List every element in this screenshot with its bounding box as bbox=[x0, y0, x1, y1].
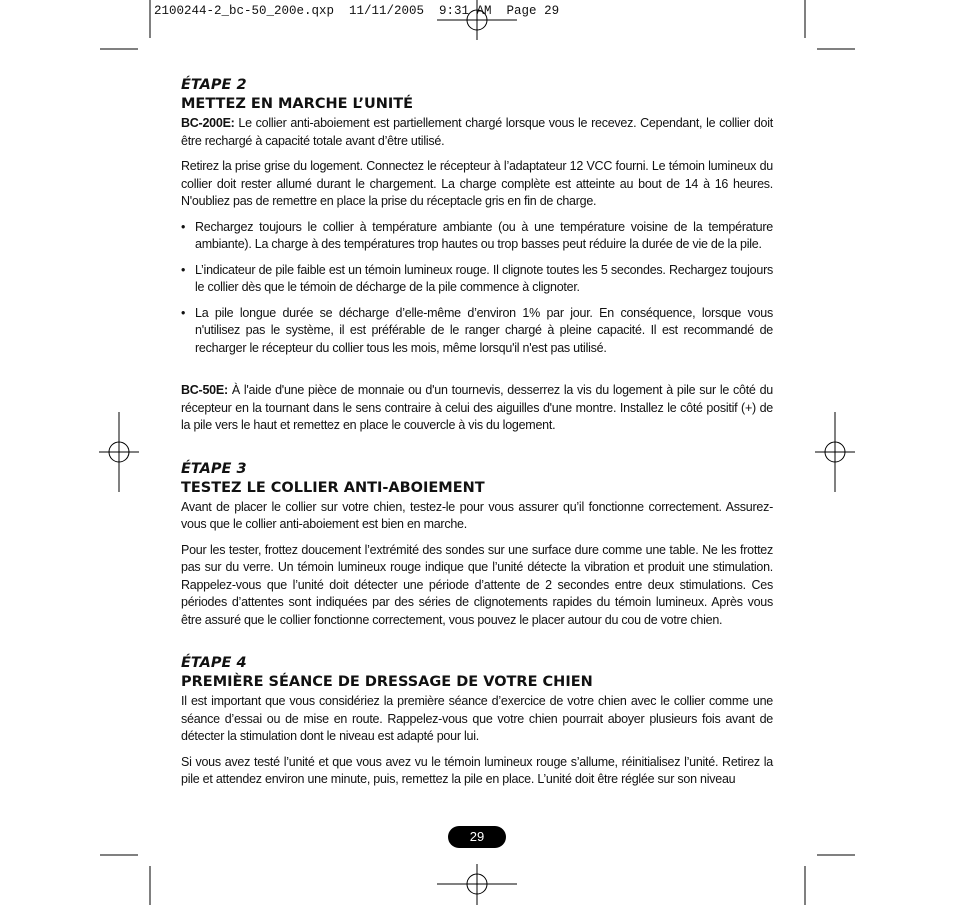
step-4-title: PREMIÈRE SÉANCE DE DRESSAGE DE VOTRE CHIEN bbox=[181, 674, 593, 690]
step-2-paragraph-3 bbox=[181, 382, 773, 435]
step-2-title: METTEZ EN MARCHE L’UNITÉ bbox=[181, 96, 414, 112]
step-2-paragraph-1-text: Le collier anti-aboiement est partiellement chargé lorsque vous le recevez. Cependant, le collier doit être rechargé à capacité totale avant d’être utilisé. bbox=[181, 116, 773, 148]
step-3-paragraph-2: Pour les tester, frottez doucement l’extrémité des sondes sur une surface dure comme une table. Ne les frottez pas sur du verre. Un témoin lumineux rouge indique que l’unité détecte la vibration et produit une stimulation. Rappelez-vous que l’unité doit détecter une période d’attente de 2 secondes entre deux stimulations. Ces périodes d’attentes sont indiquées par des séries de clignotements rapides du témoin lumineux. Après vous être assuré que le collier fonctionne correctement, vous pouvez le placer autour du cou de votre chien. bbox=[181, 542, 773, 627]
list-item bbox=[181, 219, 773, 254]
charging-tips-list bbox=[181, 219, 773, 358]
step-4-paragraph-2: Si vous avez testé l’unité et que vous avez vu le témoin lumineux rouge s’allume, réinitialisez l’unité. Retirez la pile et attendez environ une minute, puis, remettez la pile en place. L’unité doit être réglée sur son niveau bbox=[181, 754, 773, 786]
model-bc200e-label: BC-200E: bbox=[181, 116, 235, 130]
step-3-section bbox=[181, 461, 773, 630]
bullet-icon: • bbox=[181, 262, 186, 277]
bullet-icon: • bbox=[181, 219, 186, 234]
list-item-text: Rechargez toujours le collier à température ambiante (ou à une température voisine de la température ambiante). La charge à des températures trop hautes ou trop basses peut réduire la durée de vie de la pile. bbox=[195, 219, 773, 251]
step-2-paragraph-1 bbox=[181, 115, 773, 150]
bullet-icon: • bbox=[181, 305, 186, 320]
step-3-paragraph-1: Avant de placer le collier sur votre chien, testez-le pour vous assurer qu’il fonctionne correctement. Assurez-vous que le collier anti-aboiement est bien en marche. bbox=[181, 499, 773, 531]
step-2-paragraph-2: Retirez la prise grise du logement. Connectez le récepteur à l’adaptateur 12 VCC fourni. Le témoin lumineux du collier doit rester allumé durant le chargement. La charge complète est atteinte au bout de 14 à 16 heures. N'oubliez pas de remettre en place la prise du réceptacle gris en fin de charge. bbox=[181, 159, 773, 208]
registration-mark-bottom bbox=[437, 864, 517, 905]
print-slug: 2100244-2_bc-50_200e.qxp 11/11/2005 9:31 AM Page 29 bbox=[154, 4, 560, 18]
page-content bbox=[181, 77, 773, 797]
step-4-label: ÉTAPE 4 bbox=[181, 655, 247, 671]
step-2-paragraph-3-text: À l'aide d'une pièce de monnaie ou d'un tournevis, desserrez la vis du logement à pile sur le côté du récepteur en la tournant dans le sens contraire à celui des aiguilles d'une montre. Installez le côté positif (+) de la pile vers le haut et remettez en place le couvercle à vis du logement. bbox=[181, 383, 773, 432]
step-3-label: ÉTAPE 3 bbox=[181, 460, 247, 477]
page-number-badge: 29 bbox=[448, 826, 506, 848]
step-4-section bbox=[181, 655, 773, 789]
list-item-text: L’indicateur de pile faible est un témoin lumineux rouge. Il clignote toutes les 5 secondes. Rechargez toujours le collier dès que le témoin de décharge de la pile commence à clignoter. bbox=[195, 262, 773, 294]
list-item-text: La pile longue durée se décharge d’elle-même d’environ 1% par jour. En conséquence, lorsque vous n'utilisez pas le système, il est préférable de le ranger chargé à pleine capacité. Il est recommandé de recharger le récepteur du collier tous les mois, même lorsqu'il n'est pas utilisé. bbox=[195, 305, 773, 355]
step-3-title: TESTEZ LE COLLIER ANTI-ABOIEMENT bbox=[181, 479, 485, 496]
step-2-label: ÉTAPE 2 bbox=[181, 77, 247, 93]
list-item bbox=[181, 305, 773, 358]
registration-mark-right bbox=[815, 412, 855, 492]
list-item bbox=[181, 262, 773, 297]
step-4-paragraph-1: Il est important que vous considériez la première séance d’exercice de votre chien avec le collier comme une séance d’essai ou de mise en route. Rappelez-vous que votre chien pourrait aboyer plusieurs fois avant de détecter la stimulation dont le niveau est adapté pour lui. bbox=[181, 694, 773, 743]
model-bc50e-label: BC-50E: bbox=[181, 383, 228, 397]
registration-mark-left bbox=[99, 412, 139, 492]
registration-mark-top bbox=[437, 0, 517, 40]
step-2-section bbox=[181, 77, 773, 435]
